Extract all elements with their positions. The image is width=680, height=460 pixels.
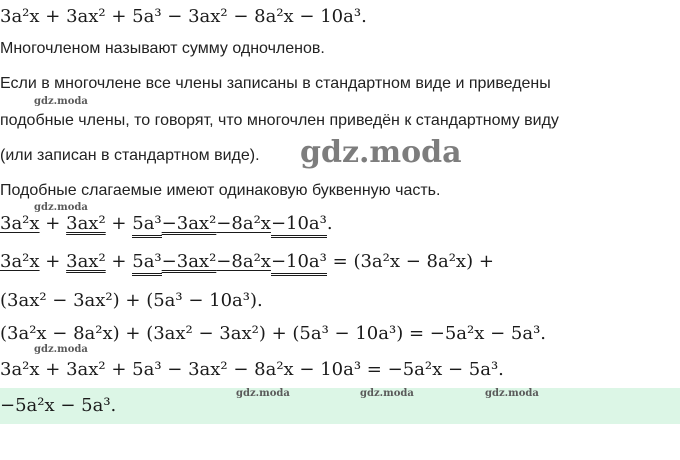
plus-sign: + xyxy=(111,213,127,234)
plus-sign: + xyxy=(45,251,61,272)
term-a2x-1: 3a²x xyxy=(0,251,40,272)
definition-standard-form-line1: Если в многочлене все члены записаны в стандартном виде и приведены xyxy=(0,75,551,92)
answer: −5a²x − 5a³. xyxy=(0,395,117,416)
definition-polynomial: Многочленом называют сумму одночленов. xyxy=(0,40,325,57)
expression-grouping-line1 xyxy=(0,253,494,271)
term-a2x-2: −8a²x xyxy=(216,251,271,272)
term-a3-2: −10a³ xyxy=(271,213,327,238)
plus-sign: + xyxy=(111,251,127,272)
plus-sign: + xyxy=(45,213,61,234)
period: . xyxy=(326,213,333,234)
term-ax2-1: 3ax² xyxy=(66,251,106,272)
watermark: gdz.moda xyxy=(34,96,88,107)
expression-original: 3a²x + 3ax² + 5a³ − 3ax² − 8a²x − 10a³. xyxy=(0,6,367,27)
expression-full-result: 3a²x + 3ax² + 5a³ − 3ax² − 8a²x − 10a³ = −5a²x − 5a³. xyxy=(0,359,504,380)
watermark: gdz.moda xyxy=(34,344,88,355)
expression-grouping-result: (3a²x − 8a²x) + (3ax² − 3ax²) + (5a³ − 10a³) = −5a²x − 5a³. xyxy=(0,323,547,344)
term-a3-1: 5a³ xyxy=(132,251,161,276)
watermark: gdz.moda xyxy=(34,202,88,213)
term-ax2-2: −3ax² xyxy=(161,213,217,234)
group-a2x: (3a²x − 8a²x) + xyxy=(353,251,494,272)
watermark-large: gdz.moda xyxy=(300,135,462,170)
equals-sign: = xyxy=(332,251,348,272)
definition-standard-form-line3: (или записан в стандартном виде). xyxy=(0,147,260,164)
watermark: gdz.moda xyxy=(485,388,539,399)
watermark: gdz.moda xyxy=(360,388,414,399)
term-ax2-1: 3ax² xyxy=(66,213,106,234)
expression-underlined xyxy=(0,215,333,233)
term-a3-1: 5a³ xyxy=(132,213,161,238)
watermark: gdz.moda xyxy=(236,388,290,399)
term-a3-2: −10a³ xyxy=(271,251,327,276)
term-ax2-2: −3ax² xyxy=(161,251,217,272)
term-a2x-1: 3a²x xyxy=(0,213,40,234)
expression-grouping-line2: (3ax² − 3ax²) + (5a³ − 10a³). xyxy=(0,290,263,311)
term-a2x-2: −8a²x xyxy=(216,213,271,234)
like-terms-note: Подобные слагаемые имеют одинаковую буквенную часть. xyxy=(0,182,441,199)
definition-standard-form-line2: подобные члены, то говорят, что многочлен приведён к стандартному виду xyxy=(0,112,559,129)
